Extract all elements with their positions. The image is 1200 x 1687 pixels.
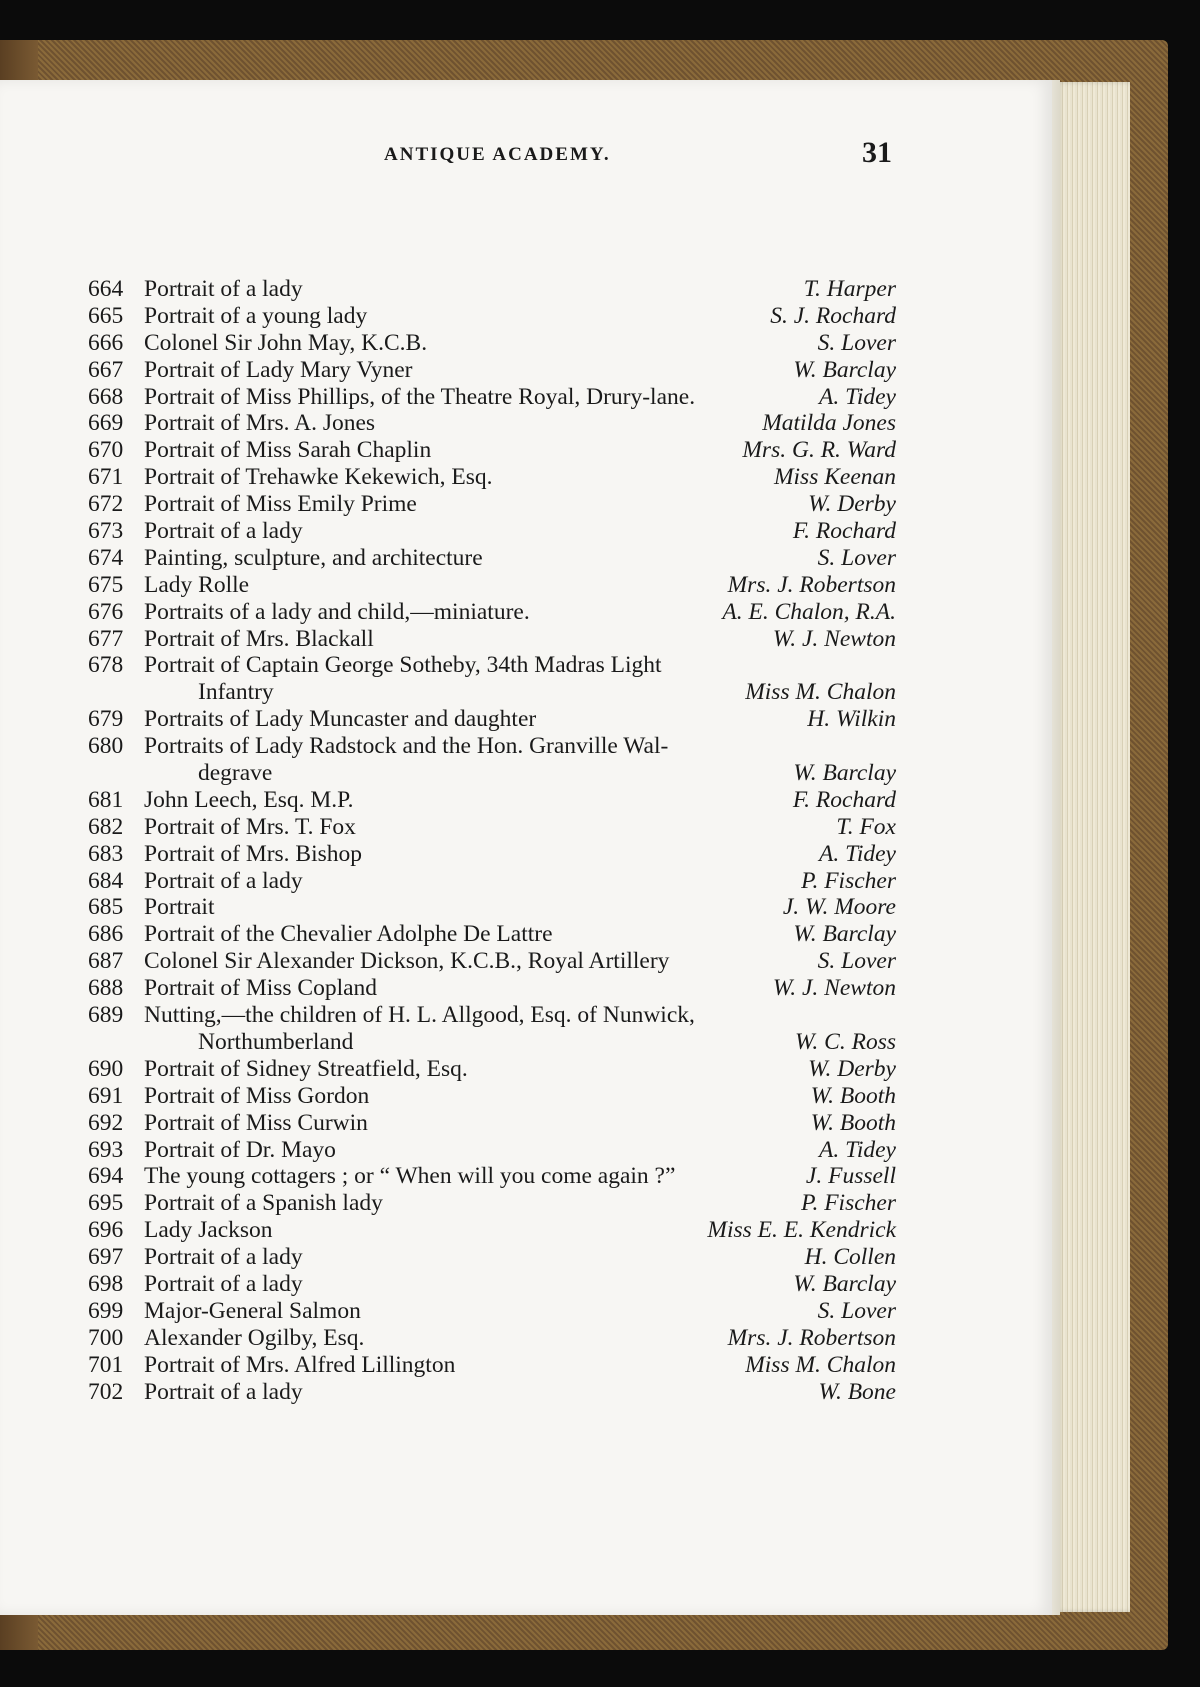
entry-row — [88, 948, 896, 975]
catalogue-entry — [88, 357, 896, 384]
entry-title: Lady Rolle — [144, 571, 250, 598]
entry-title: Portraits of a lady and child,—miniature. — [144, 598, 530, 625]
catalogue-entry — [88, 1056, 896, 1083]
catalogue-entry — [88, 384, 896, 411]
entry-row — [88, 814, 896, 841]
catalogue-entry — [88, 572, 896, 599]
entry-row — [88, 1298, 896, 1325]
entry-title-continued: Infantry — [198, 679, 274, 706]
catalogue-entry — [88, 1110, 896, 1137]
entry-number: 677 — [88, 625, 124, 652]
entry-title: Portrait of Trehawke Kekewich, Esq. — [144, 464, 493, 491]
entry-number: 681 — [88, 786, 124, 813]
entry-artist: F. Rochard — [792, 786, 896, 813]
entry-number: 688 — [88, 975, 124, 1002]
entry-title: Portrait of a lady — [144, 1270, 303, 1297]
entry-artist: Miss E. E. Kendrick — [707, 1217, 896, 1244]
entry-row — [88, 1352, 896, 1379]
entry-number: 665 — [88, 302, 124, 329]
entry-artist: P. Fischer — [801, 1190, 896, 1217]
entry-number: 675 — [88, 571, 124, 598]
entry-artist: Miss M. Chalon — [745, 1351, 896, 1378]
catalogue-entry — [88, 1244, 896, 1271]
entry-title: Portrait of a lady — [144, 276, 303, 302]
entry-number: 700 — [88, 1324, 124, 1351]
page-number: 31 — [862, 136, 892, 169]
entry-row — [88, 787, 896, 814]
catalogue-entry — [88, 1083, 896, 1110]
entry-title: Portrait of Mrs. Blackall — [144, 625, 374, 652]
catalogue-entry — [88, 518, 896, 545]
entry-number: 686 — [88, 921, 124, 948]
entry-number: 682 — [88, 813, 124, 840]
entry-row — [88, 868, 896, 895]
entry-row — [88, 921, 896, 948]
entry-artist: Mrs. J. Robertson — [727, 1324, 896, 1351]
entry-title: Colonel Sir Alexander Dickson, K.C.B., Royal Artillery — [144, 948, 670, 975]
catalogue-entry — [88, 733, 896, 787]
entry-number: 689 — [88, 1002, 124, 1029]
entry-number: 669 — [88, 410, 124, 437]
catalogue-entry — [88, 330, 896, 357]
entry-artist: W. Booth — [810, 1082, 896, 1109]
entry-artist: T. Fox — [836, 813, 896, 840]
entry-artist: S. Lover — [817, 544, 896, 571]
entry-number: 673 — [88, 518, 124, 545]
entry-row — [88, 464, 896, 491]
entry-title: Portrait of a young lady — [144, 302, 368, 329]
entry-number: 698 — [88, 1270, 124, 1297]
entry-number: 697 — [88, 1244, 124, 1271]
entry-artist: W. Barclay — [793, 921, 896, 948]
entry-number: 671 — [88, 464, 124, 491]
entry-row — [88, 357, 896, 384]
entry-artist: A. Tidey — [818, 840, 896, 867]
entry-artist: J. W. Moore — [782, 894, 896, 921]
entry-number: 685 — [88, 894, 124, 921]
entry-artist: W. J. Newton — [772, 625, 896, 652]
entry-number: 674 — [88, 544, 124, 571]
catalogue-entry — [88, 975, 896, 1002]
entry-artist: W. Barclay — [793, 356, 896, 383]
entry-title: Portrait of Miss Gordon — [144, 1082, 370, 1109]
catalogue-entry — [88, 545, 896, 572]
catalogue-entry — [88, 868, 896, 895]
entry-title: Portrait of Miss Phillips, of the Theatre Royal, Drury-lane. — [144, 383, 696, 410]
entry-artist: W. J. Newton — [772, 975, 896, 1002]
entry-number: 687 — [88, 948, 124, 975]
entry-row — [88, 975, 896, 1002]
entry-number: 680 — [88, 733, 124, 760]
entry-row — [88, 518, 896, 545]
entry-number: 702 — [88, 1378, 124, 1405]
entry-row — [88, 626, 896, 653]
entry-artist: W. C. Ross — [795, 1028, 896, 1055]
entry-number: 699 — [88, 1297, 124, 1324]
entry-row — [88, 1379, 896, 1406]
catalogue-entry — [88, 276, 896, 303]
entry-title: Portrait of Miss Emily Prime — [144, 491, 417, 518]
entry-number: 691 — [88, 1082, 124, 1109]
entry-artist: W. Barclay — [793, 760, 896, 787]
entry-title: Portrait — [144, 894, 215, 921]
entry-artist: S. Lover — [817, 948, 896, 975]
entry-artist: H. Collen — [804, 1244, 896, 1271]
entry-number: 678 — [88, 652, 124, 679]
entry-artist: Matilda Jones — [762, 410, 896, 437]
entry-title: Portrait of a lady — [144, 518, 303, 545]
entry-row — [88, 1083, 896, 1110]
entry-artist: Mrs. J. Robertson — [727, 571, 896, 598]
catalogue-entry — [88, 1163, 896, 1190]
catalogue-entry — [88, 1325, 896, 1352]
catalogue-entry — [88, 1190, 896, 1217]
entry-number: 692 — [88, 1109, 124, 1136]
entry-artist: T. Harper — [803, 276, 896, 302]
entry-title: Lady Jackson — [144, 1217, 273, 1244]
entry-row — [88, 330, 896, 357]
entry-number: 670 — [88, 437, 124, 464]
entry-continuation — [88, 1029, 896, 1056]
entry-continuation — [88, 760, 896, 787]
catalogue-entry — [88, 787, 896, 814]
entry-number: 696 — [88, 1217, 124, 1244]
entry-row — [88, 491, 896, 518]
entry-row — [88, 384, 896, 411]
catalogue-entry — [88, 1217, 896, 1244]
catalogue-entry — [88, 894, 896, 921]
entry-row — [88, 437, 896, 464]
entry-row — [88, 1163, 896, 1190]
entry-number: 693 — [88, 1136, 124, 1163]
entry-row — [88, 1110, 896, 1137]
entry-row — [88, 545, 896, 572]
entry-artist: H. Wilkin — [807, 706, 896, 733]
entry-artist: Mrs. G. R. Ward — [742, 437, 896, 464]
catalogue-entry — [88, 491, 896, 518]
catalogue-entry — [88, 948, 896, 975]
entry-row — [88, 303, 896, 330]
entry-title: Portrait of Dr. Mayo — [144, 1136, 336, 1163]
entry-row — [88, 706, 896, 733]
catalogue-entry — [88, 1379, 896, 1406]
entry-row — [88, 1244, 896, 1271]
entry-title: Portrait of Mrs. Bishop — [144, 840, 363, 867]
catalogue-entry — [88, 437, 896, 464]
entry-number: 690 — [88, 1055, 124, 1082]
entry-row — [88, 652, 896, 679]
entry-title: Portrait of Mrs. T. Fox — [144, 813, 356, 840]
entry-number: 666 — [88, 329, 124, 356]
entry-number: 679 — [88, 706, 124, 733]
catalogue-entry — [88, 921, 896, 948]
entry-title: Portrait of a lady — [144, 1378, 303, 1405]
entry-row — [88, 1190, 896, 1217]
entry-row — [88, 1056, 896, 1083]
entry-number: 694 — [88, 1163, 124, 1190]
entry-artist: A. Tidey — [818, 383, 896, 410]
entry-title: Nutting,—the children of H. L. Allgood, Esq. of Nunwick, — [144, 1002, 695, 1029]
entry-row — [88, 1002, 896, 1029]
entry-title: Portrait of Miss Copland — [144, 975, 378, 1002]
entry-number: 668 — [88, 383, 124, 410]
entry-artist: S. Lover — [817, 1297, 896, 1324]
entry-artist: W. Derby — [808, 491, 896, 518]
running-title: ANTIQUE ACADEMY. — [384, 144, 611, 165]
entry-title: Portrait of Mrs. Alfred Lillington — [144, 1351, 456, 1378]
entry-artist: Miss Keenan — [773, 464, 896, 491]
page-block-edge — [1055, 82, 1130, 1612]
entry-row — [88, 572, 896, 599]
entry-row — [88, 1137, 896, 1164]
catalogue-entry — [88, 1271, 896, 1298]
entry-number: 684 — [88, 867, 124, 894]
entry-artist: W. Derby — [808, 1055, 896, 1082]
catalogue-entry — [88, 1298, 896, 1325]
entry-row — [88, 276, 896, 303]
entry-number: 676 — [88, 598, 124, 625]
catalogue-entry — [88, 652, 896, 706]
entry-title: Alexander Ogilby, Esq. — [144, 1324, 365, 1351]
entry-artist: S. Lover — [817, 329, 896, 356]
entry-continuation — [88, 679, 896, 706]
entry-artist: P. Fischer — [801, 867, 896, 894]
entry-number: 672 — [88, 491, 124, 518]
entry-title-continued: degrave — [198, 760, 273, 787]
entry-number: 664 — [88, 276, 124, 302]
entry-artist: J. Fussell — [805, 1163, 896, 1190]
entry-title: Painting, sculpture, and architecture — [144, 544, 483, 571]
entry-title: Portrait of Miss Curwin — [144, 1109, 368, 1136]
catalogue-entry — [88, 841, 896, 868]
entry-title: The young cottagers ; or “ When will you come again ?” — [144, 1163, 676, 1190]
entry-title: Portrait of Captain George Sotheby, 34th Madras Light — [144, 652, 662, 679]
entry-artist: F. Rochard — [792, 518, 896, 545]
entry-row — [88, 894, 896, 921]
entry-title: Portraits of Lady Muncaster and daughter — [144, 706, 537, 733]
entry-artist: W. Barclay — [793, 1270, 896, 1297]
entry-title: Major-General Salmon — [144, 1297, 361, 1324]
entry-number: 683 — [88, 840, 124, 867]
entry-artist: W. Bone — [818, 1378, 896, 1405]
entry-title-continued: Northumberland — [198, 1028, 354, 1055]
entry-row — [88, 841, 896, 868]
entry-title: Portrait of a lady — [144, 867, 303, 894]
entry-artist: A. Tidey — [818, 1136, 896, 1163]
catalogue-entry — [88, 1002, 896, 1056]
entry-artist: Miss M. Chalon — [745, 679, 896, 706]
entry-title: Portrait of Sidney Streatfield, Esq. — [144, 1055, 468, 1082]
entry-artist: W. Booth — [810, 1109, 896, 1136]
catalogue-entry — [88, 410, 896, 437]
catalogue-entry — [88, 626, 896, 653]
entry-artist: A. E. Chalon, R.A. — [722, 598, 896, 625]
entry-number: 667 — [88, 356, 124, 383]
entry-number: 701 — [88, 1351, 124, 1378]
entry-number: 695 — [88, 1190, 124, 1217]
catalogue-entry — [88, 706, 896, 733]
catalogue-entry — [88, 1137, 896, 1164]
entry-title: Portrait of the Chevalier Adolphe De Lattre — [144, 921, 553, 948]
entry-title: Portrait of Lady Mary Vyner — [144, 356, 413, 383]
catalogue-entry — [88, 464, 896, 491]
catalogue-entry — [88, 1352, 896, 1379]
catalogue-entry — [88, 599, 896, 626]
entry-title: Portraits of Lady Radstock and the Hon. Granville Wal- — [144, 733, 669, 760]
entry-row — [88, 1325, 896, 1352]
entry-row — [88, 1217, 896, 1244]
entry-artist: S. J. Rochard — [770, 302, 896, 329]
entry-title: Colonel Sir John May, K.C.B. — [144, 329, 428, 356]
entry-row — [88, 410, 896, 437]
entry-title: Portrait of Miss Sarah Chaplin — [144, 437, 432, 464]
entry-row — [88, 733, 896, 760]
entry-row — [88, 1271, 896, 1298]
catalogue-entries — [88, 276, 896, 1405]
catalogue-entry — [88, 814, 896, 841]
catalogue-entry — [88, 303, 896, 330]
entry-title: John Leech, Esq. M.P. — [144, 786, 354, 813]
entry-title: Portrait of a lady — [144, 1244, 303, 1271]
entry-title: Portrait of Mrs. A. Jones — [144, 410, 376, 437]
entry-row — [88, 599, 896, 626]
entry-title: Portrait of a Spanish lady — [144, 1190, 383, 1217]
